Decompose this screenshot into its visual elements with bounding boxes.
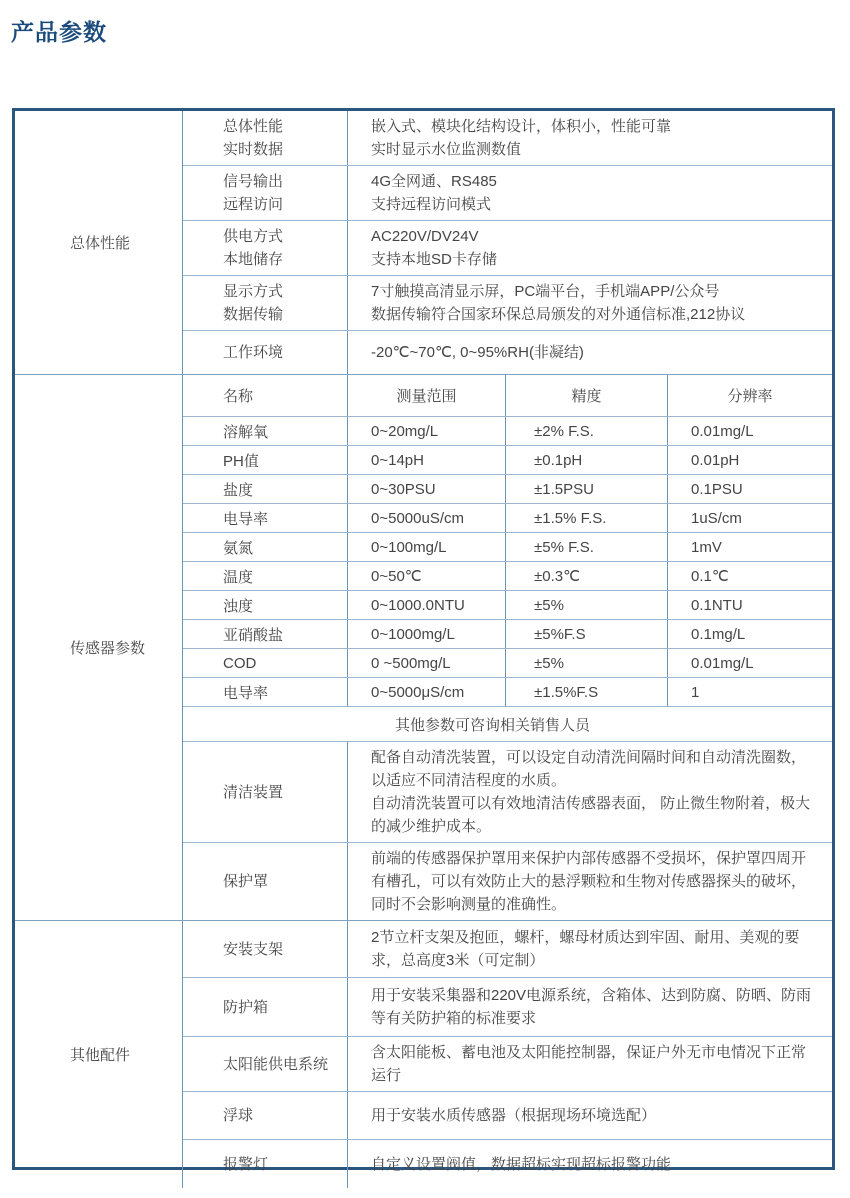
table-row xyxy=(183,1140,832,1188)
section-label: 其他配件 xyxy=(15,921,183,1188)
table-row xyxy=(183,331,832,374)
section-body xyxy=(183,111,832,374)
sensor-resolution: 0.1mg/L xyxy=(691,625,746,643)
sensor-name: 氨氮 xyxy=(183,533,348,561)
sensor-name: 温度 xyxy=(183,562,348,590)
sensor-range: 0~5000μS/cm xyxy=(348,678,506,706)
param-name-line: 安装支架 xyxy=(223,940,284,958)
sensor-row xyxy=(183,620,832,649)
param-name-line: 信号输出 xyxy=(223,173,284,190)
sensor-name: COD xyxy=(183,649,348,677)
param-name-line: 保护罩 xyxy=(223,873,269,890)
param-name-line: 本地储存 xyxy=(223,251,284,268)
sensor-resolution: 1uS/cm xyxy=(691,509,742,527)
param-name-cell xyxy=(183,166,348,220)
sensor-name: 盐度 xyxy=(183,475,348,503)
sensor-precision: ±0.3℃ xyxy=(506,562,668,590)
param-value-cell xyxy=(348,1037,832,1091)
section-body xyxy=(183,375,832,920)
sensor-row xyxy=(183,475,832,504)
param-name-line: 实时数据 xyxy=(223,141,284,158)
param-name-line: 远程访问 xyxy=(223,196,284,213)
sensor-row xyxy=(183,417,832,446)
param-value-cell xyxy=(348,166,832,220)
param-value-line: AC220V/DV24V xyxy=(371,228,479,245)
sensor-resolution: 1mV xyxy=(691,538,722,556)
sensor-row xyxy=(183,533,832,562)
param-name-line: 清洁装置 xyxy=(223,783,284,801)
product-parameters-table xyxy=(12,108,835,1173)
param-value-line: 支持远程访问模式 xyxy=(371,196,492,213)
param-name-cell xyxy=(183,1092,348,1139)
param-value-line: 7寸触摸高清显示屏，PC端平台，手机端APP/公众号 xyxy=(371,283,720,300)
param-name-cell xyxy=(183,221,348,275)
param-value-line: 含太阳能板、蓄电池及太阳能控制器，保证户外无市电情况下正常运行 xyxy=(371,1044,807,1084)
sensor-name: 电导率 xyxy=(183,678,348,706)
table-row xyxy=(183,166,832,221)
table-row xyxy=(183,221,832,276)
sensor-resolution: 0.01mg/L xyxy=(691,422,754,440)
sensor-row xyxy=(183,446,832,475)
sensor-precision: ±5% xyxy=(506,591,668,619)
param-name-cell xyxy=(183,921,348,977)
param-value-cell xyxy=(348,331,832,374)
section-body xyxy=(183,921,832,1188)
param-value-line: 自动清洗装置可以有效地清洁传感器表面， 防止微生物附着，极大的减少维护成本。 xyxy=(371,795,811,835)
param-name-line: 数据传输 xyxy=(223,306,284,323)
sensor-precision: ±2% F.S. xyxy=(506,417,668,445)
param-value-line: 自定义设置阀值，数据超标实现超标报警功能 xyxy=(371,1155,672,1173)
sensor-precision: ±1.5% F.S. xyxy=(506,504,668,532)
section-other-accessories xyxy=(15,921,832,1188)
sensor-resolution: 0.01pH xyxy=(691,451,740,469)
param-value-cell xyxy=(348,843,832,920)
sensor-row xyxy=(183,591,832,620)
param-value-line: 用于安装水质传感器（根据现场环境选配） xyxy=(371,1107,657,1124)
sensor-row xyxy=(183,504,832,533)
param-value-line: 嵌入式、模块化结构设计，体积小，性能可靠 xyxy=(371,118,672,135)
sensor-note-row xyxy=(183,707,832,742)
sensor-row xyxy=(183,649,832,678)
param-value-cell xyxy=(348,978,832,1036)
sensor-resolution: 0.1PSU xyxy=(691,480,743,498)
param-value-cell xyxy=(348,1092,832,1139)
column-header: 名称 xyxy=(183,375,348,416)
param-name-cell xyxy=(183,1037,348,1091)
sensor-name: 亚硝酸盐 xyxy=(183,620,348,648)
param-name-line: 防护箱 xyxy=(223,998,269,1016)
sensor-precision: ±5% F.S. xyxy=(506,533,668,561)
param-name-cell xyxy=(183,111,348,165)
param-name-line: 供电方式 xyxy=(223,228,284,245)
table-row xyxy=(183,843,832,920)
sensor-precision: ±0.1pH xyxy=(506,446,668,474)
param-name-line: 太阳能供电系统 xyxy=(223,1055,329,1073)
param-value-line: 4G全网通、RS485 xyxy=(371,173,497,190)
param-name-cell xyxy=(183,331,348,374)
param-value-line: 配备自动清洗装置，可以设定自动清洗间隔时间和自动清洗圈数，以适应不同清洁程度的水质。 xyxy=(371,749,807,789)
param-value-line: 2节立杆支架及抱匝，螺杆，螺母材质达到牢固、耐用、美观的要求，总高度3米（可定制） xyxy=(371,929,800,969)
param-name-line: 报警灯 xyxy=(223,1155,269,1173)
param-value-line: 支持本地SD卡存储 xyxy=(371,251,497,268)
param-value-cell xyxy=(348,921,832,977)
param-name-cell xyxy=(183,978,348,1036)
param-value-line: 用于安装采集器和220V电源系统，含箱体、达到防腐、防晒、防雨等有关防护箱的标准要求 xyxy=(371,987,812,1027)
sensor-range: 0~5000uS/cm xyxy=(348,504,506,532)
param-value-line: -20℃~70℃, 0~95%RH(非凝结) xyxy=(371,344,584,361)
sensor-precision: ±5% xyxy=(506,649,668,677)
sensor-row xyxy=(183,562,832,591)
param-name-cell xyxy=(183,742,348,842)
param-value-cell xyxy=(348,1140,832,1188)
param-value-line: 数据传输符合国家环保总局颁发的对外通信标准,212协议 xyxy=(371,306,746,323)
table-row xyxy=(183,742,832,843)
sensor-name: PH值 xyxy=(183,446,348,474)
table-row xyxy=(183,1092,832,1140)
param-value-cell xyxy=(348,742,832,842)
column-header: 精度 xyxy=(506,375,668,416)
sensor-range: 0~20mg/L xyxy=(348,417,506,445)
page-title: 产品参数 xyxy=(11,19,107,45)
sensor-precision: ±5%F.S xyxy=(506,620,668,648)
sensor-header-row xyxy=(183,375,832,417)
param-name-line: 总体性能 xyxy=(223,118,284,135)
sensor-resolution: 0.01mg/L xyxy=(691,654,754,672)
table-row xyxy=(183,111,832,166)
param-name-cell xyxy=(183,1140,348,1188)
section-overall-performance xyxy=(15,111,832,375)
sensor-resolution: 1 xyxy=(691,683,700,701)
param-value-cell xyxy=(348,276,832,330)
sensor-precision: ±1.5%F.S xyxy=(506,678,668,706)
section-label: 总体性能 xyxy=(15,111,183,374)
param-name-line: 工作环境 xyxy=(223,344,284,361)
sensor-resolution: 0.1℃ xyxy=(691,568,729,585)
param-value-line: 前端的传感器保护罩用来保护内部传感器不受损坏，保护罩四周开有槽孔，可以有效防止大的悬浮颗粒和生物对传感器探头的破坏，同时不会影响测量的准确性。 xyxy=(371,850,807,913)
section-label: 传感器参数 xyxy=(15,375,183,920)
column-header: 测量范围 xyxy=(348,375,506,416)
param-value-cell xyxy=(348,221,832,275)
table-row xyxy=(183,978,832,1037)
sensor-resolution: 0.1NTU xyxy=(691,596,743,614)
sensor-name: 溶解氧 xyxy=(183,417,348,445)
param-name-cell xyxy=(183,276,348,330)
sensor-range: 0~50℃ xyxy=(348,562,506,590)
param-name-line: 显示方式 xyxy=(223,283,284,300)
sensor-precision: ±1.5PSU xyxy=(506,475,668,503)
sensor-range: 0~1000.0NTU xyxy=(348,591,506,619)
table-row xyxy=(183,276,832,331)
param-name-line: 浮球 xyxy=(223,1107,254,1124)
sensor-range: 0~1000mg/L xyxy=(348,620,506,648)
sensor-range: 0~100mg/L xyxy=(348,533,506,561)
param-value-cell xyxy=(348,111,832,165)
param-value-line: 实时显示水位监测数值 xyxy=(371,141,522,158)
column-header: 分辨率 xyxy=(727,388,773,405)
section-sensor-parameters xyxy=(15,375,832,921)
sensor-range: 0~30PSU xyxy=(348,475,506,503)
table-row xyxy=(183,1037,832,1092)
sensor-row xyxy=(183,678,832,707)
sensor-range: 0~14pH xyxy=(348,446,506,474)
sensor-range: 0 ~500mg/L xyxy=(348,649,506,677)
table-row xyxy=(183,921,832,978)
sensor-name: 电导率 xyxy=(183,504,348,532)
sensor-name: 浊度 xyxy=(183,591,348,619)
param-name-cell xyxy=(183,843,348,920)
sensor-note: 其他参数可咨询相关销售人员 xyxy=(395,716,591,734)
